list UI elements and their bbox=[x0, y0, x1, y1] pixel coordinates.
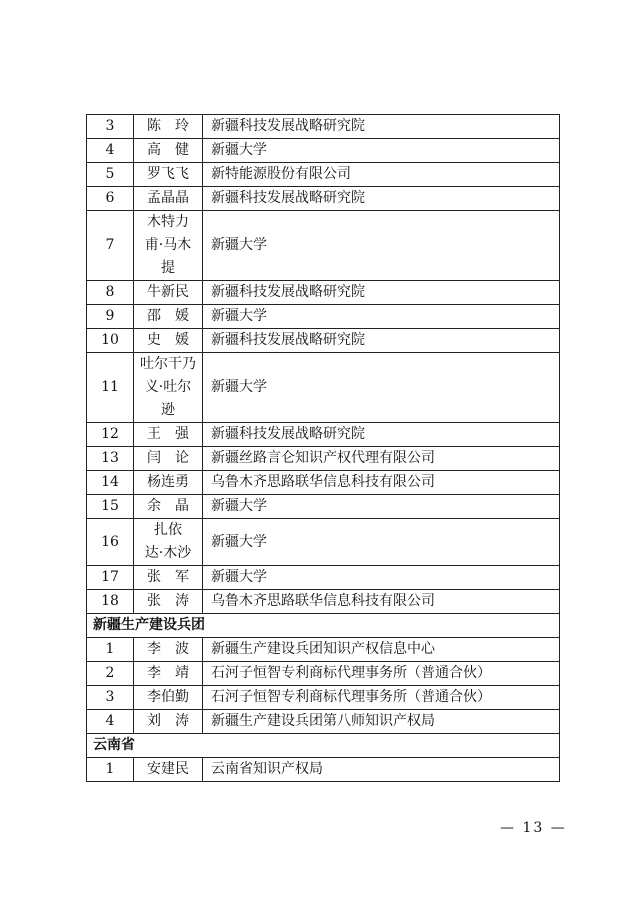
organization: 新疆大学 bbox=[203, 495, 560, 519]
person-name: 李 靖 bbox=[134, 662, 203, 686]
row-number: 6 bbox=[87, 187, 134, 211]
organization: 新疆科技发展战略研究院 bbox=[203, 423, 560, 447]
row-number: 8 bbox=[87, 281, 134, 305]
table-row bbox=[87, 353, 560, 423]
row-number: 4 bbox=[87, 139, 134, 163]
person-name: 余 晶 bbox=[134, 495, 203, 519]
row-number: 14 bbox=[87, 471, 134, 495]
row-number: 16 bbox=[87, 519, 134, 566]
table-row bbox=[87, 471, 560, 495]
person-name: 扎依 达·木沙 bbox=[134, 519, 203, 566]
organization: 新疆科技发展战略研究院 bbox=[203, 329, 560, 353]
row-number: 2 bbox=[87, 662, 134, 686]
table-row bbox=[87, 495, 560, 519]
person-name: 刘 涛 bbox=[134, 710, 203, 734]
row-number: 3 bbox=[87, 115, 134, 139]
person-name: 木特力 甫·马木 提 bbox=[134, 211, 203, 281]
table-row bbox=[87, 139, 560, 163]
organization: 新疆科技发展战略研究院 bbox=[203, 115, 560, 139]
organization: 新疆大学 bbox=[203, 305, 560, 329]
person-name: 闫 论 bbox=[134, 447, 203, 471]
organization: 新疆大学 bbox=[203, 139, 560, 163]
person-name: 安建民 bbox=[134, 758, 203, 782]
table-row bbox=[87, 329, 560, 353]
table-row bbox=[87, 590, 560, 614]
organization: 乌鲁木齐思路联华信息科技有限公司 bbox=[203, 590, 560, 614]
organization: 新疆丝路言仑知识产权代理有限公司 bbox=[203, 447, 560, 471]
person-name: 王 强 bbox=[134, 423, 203, 447]
row-number: 5 bbox=[87, 163, 134, 187]
person-name: 李伯勤 bbox=[134, 686, 203, 710]
row-number: 15 bbox=[87, 495, 134, 519]
person-name: 罗飞飞 bbox=[134, 163, 203, 187]
row-number: 12 bbox=[87, 423, 134, 447]
table-row bbox=[87, 211, 560, 281]
organization: 新疆大学 bbox=[203, 353, 560, 423]
person-name: 杨连勇 bbox=[134, 471, 203, 495]
table-row bbox=[87, 638, 560, 662]
table-row bbox=[87, 163, 560, 187]
person-name: 张 军 bbox=[134, 566, 203, 590]
organization: 新疆大学 bbox=[203, 211, 560, 281]
row-number: 10 bbox=[87, 329, 134, 353]
organization: 新疆科技发展战略研究院 bbox=[203, 187, 560, 211]
table-row bbox=[87, 686, 560, 710]
table-body bbox=[87, 115, 560, 782]
organization: 新疆大学 bbox=[203, 519, 560, 566]
person-name: 邵 媛 bbox=[134, 305, 203, 329]
row-number: 18 bbox=[87, 590, 134, 614]
row-number: 13 bbox=[87, 447, 134, 471]
organization: 石河子恒智专利商标代理事务所（普通合伙） bbox=[203, 662, 560, 686]
organization: 新疆大学 bbox=[203, 566, 560, 590]
person-name: 史 媛 bbox=[134, 329, 203, 353]
table-row bbox=[87, 662, 560, 686]
table-row bbox=[87, 519, 560, 566]
organization: 新疆科技发展战略研究院 bbox=[203, 281, 560, 305]
row-number: 4 bbox=[87, 710, 134, 734]
organization: 乌鲁木齐思路联华信息科技有限公司 bbox=[203, 471, 560, 495]
row-number: 1 bbox=[87, 758, 134, 782]
row-number: 7 bbox=[87, 211, 134, 281]
row-number: 17 bbox=[87, 566, 134, 590]
person-name: 孟晶晶 bbox=[134, 187, 203, 211]
section-title: 新疆生产建设兵团 bbox=[87, 614, 560, 638]
row-number: 11 bbox=[87, 353, 134, 423]
person-name: 李 波 bbox=[134, 638, 203, 662]
table-row bbox=[87, 305, 560, 329]
row-number: 3 bbox=[87, 686, 134, 710]
person-name: 牛新民 bbox=[134, 281, 203, 305]
section-row bbox=[87, 614, 560, 638]
expert-list-table bbox=[86, 114, 560, 782]
section-title: 云南省 bbox=[87, 734, 560, 758]
section-row bbox=[87, 734, 560, 758]
organization: 新疆生产建设兵团第八师知识产权局 bbox=[203, 710, 560, 734]
table-row bbox=[87, 423, 560, 447]
table-row bbox=[87, 710, 560, 734]
table-row bbox=[87, 447, 560, 471]
row-number: 9 bbox=[87, 305, 134, 329]
organization: 新特能源股份有限公司 bbox=[203, 163, 560, 187]
person-name: 高 健 bbox=[134, 139, 203, 163]
organization: 石河子恒智专利商标代理事务所（普通合伙） bbox=[203, 686, 560, 710]
person-name: 陈 玲 bbox=[134, 115, 203, 139]
person-name: 吐尔干乃 义·吐尔 逊 bbox=[134, 353, 203, 423]
row-number: 1 bbox=[87, 638, 134, 662]
person-name: 张 涛 bbox=[134, 590, 203, 614]
table-row bbox=[87, 187, 560, 211]
table-row bbox=[87, 566, 560, 590]
table-row bbox=[87, 758, 560, 782]
organization: 云南省知识产权局 bbox=[203, 758, 560, 782]
table-row bbox=[87, 115, 560, 139]
table-row bbox=[87, 281, 560, 305]
organization: 新疆生产建设兵团知识产权信息中心 bbox=[203, 638, 560, 662]
page-number: — 13 — bbox=[500, 820, 567, 836]
